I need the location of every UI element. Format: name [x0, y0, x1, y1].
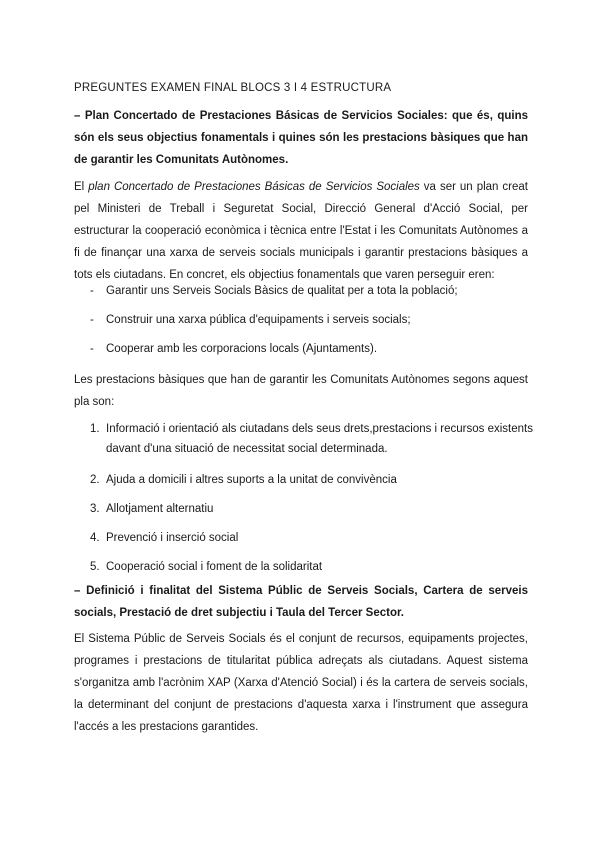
objectives-list [74, 280, 534, 367]
list-number: 5. [90, 561, 100, 573]
prestacions-intro: Les prestacions bàsiques que han de garantir les Comunitats Autònomes segons aquest pla son: [74, 374, 528, 408]
list-item [74, 527, 534, 556]
list-item-text: Ajuda a domicili i altres suports a la unitat de convivència [106, 474, 397, 486]
intro-emphasis: plan Concertado de Prestaciones Básicas de Servicios Sociales [88, 181, 420, 193]
list-marker: - [90, 314, 94, 326]
list-item-text: Cooperació social i foment de la solidaritat [106, 561, 323, 573]
list-item [74, 338, 534, 367]
list-item [74, 280, 534, 309]
list-item-text: Cooperar amb les corporacions locals (Ajuntaments). [106, 343, 378, 355]
list-item-text: Allotjament alternatiu [106, 503, 214, 515]
list-item [74, 498, 534, 527]
list-marker: - [90, 285, 94, 297]
list-item-text: Informació i orientació als ciutadans dels seus drets,prestacions i recursos existents davant d'una situació de necessitat social determinada. [106, 423, 533, 455]
section-1-heading: – Plan Concertado de Prestaciones Básicas de Servicios Sociales: que és, quins són els seus objectius fonamentals i quines són les prestacions bàsiques que han de garantir les Comunitats Autònomes. [74, 110, 528, 166]
document-title: PREGUNTES EXAMEN FINAL BLOCS 3 I 4 ESTRUCTURA [74, 82, 392, 94]
list-item-text: Construir una xarxa pública d'equipaments i serveis socials; [106, 314, 411, 326]
list-number: 4. [90, 532, 100, 544]
list-number: 3. [90, 503, 100, 515]
list-item [74, 309, 534, 338]
list-item [74, 418, 534, 469]
list-item [74, 469, 534, 498]
section-2-paragraph: El Sistema Públic de Serveis Socials és el conjunt de recursos, equipaments projectes, programes i prestacions de titularitat pública adreçats als ciutadans. Aquest sistema s'organitza amb l'acrònim XAP (Xarxa d'Atenció Social) i és la cartera de serveis socials, la determinant del conjunt de prestacions d'aquesta xarxa i l'instrument que assegura l'accés a les prestacions garantides. [74, 633, 528, 733]
prestacions-list [74, 418, 534, 585]
list-number: 2. [90, 474, 100, 486]
intro-suffix: va ser un plan creat pel Ministeri de Treball i Seguretat Social, Direcció General d'Acció Social, per estructurar la cooperació econòmica i tècnica entre l'Estat i les Comunitats Autònomes a fi de finançar una xarxa de serveis socials municipals i garantir prestacions bàsiques a tots els ciutadans. En concret, els objectius fonamentals que varen perseguir eren: [74, 181, 528, 281]
list-number: 1. [90, 423, 100, 435]
section-2-heading: – Definició i finalitat del Sistema Públic de Serveis Socials, Cartera de serveis socials, Prestació de dret subjectiu i Taula del Tercer Sector. [74, 585, 528, 619]
list-item-text: Prevenció i inserció social [106, 532, 239, 544]
section-1-intro [74, 176, 528, 286]
list-marker: - [90, 343, 94, 355]
list-item-text: Garantir uns Serveis Socials Bàsics de qualitat per a tota la població; [106, 285, 458, 297]
intro-prefix: El [74, 181, 89, 193]
